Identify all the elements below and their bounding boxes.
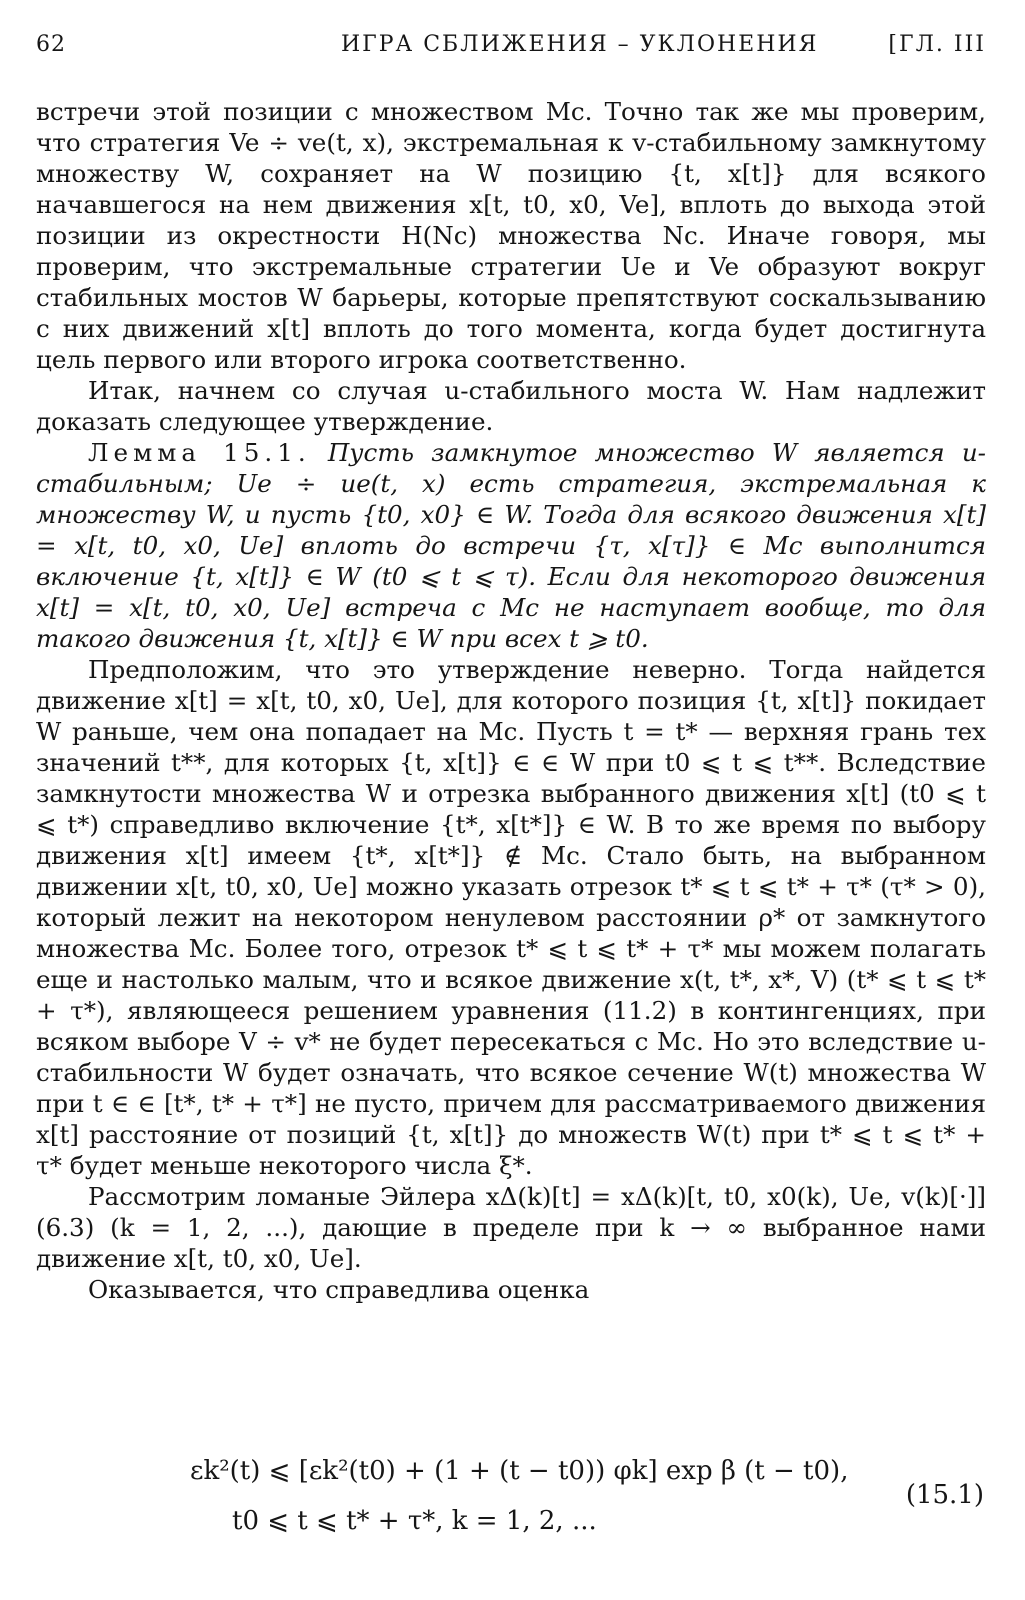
lemma-paragraph (36, 437, 986, 654)
estimate-intro: Оказывается, что справедлива оценка (88, 1275, 590, 1304)
proof-paragraph: Предположим, что это утверждение неверно. Тогда найдется движение x[t] = x[t, t0, x0, Ue], для которого позиция {t, x[t]} покидает W раньше, чем она попадает на Mc. Пусть t = t* — верхняя грань тех значений t**, для которых {t, x[t]} ∈ ∈ W при t0 ⩽ t ⩽ t**. Вследствие замкнутости множества W и отрезка выбранного движения x[t] (t0 ⩽ t ⩽ t*) справедливо включение {t*, x[t*]} ∈ W. В то же время по выбору движения x[t] имеем {t*, x[t*]} ∉ Mc. Стало быть, на выбранном движении x[t, t0, x0, Ue] можно указать отрезок t* ⩽ t ⩽ t* + τ* (τ* > 0), который лежит на некотором ненулевом расстоянии ρ* от замкнутого множества Mc. Более того, отрезок t* ⩽ t ⩽ t* + τ* мы можем полагать еще и настолько малым, что и всякое движение x(t, t*, x*, V) (t* ⩽ t ⩽ t* + τ*), являющееся решением уравнения (11.2) в контингенциях, при всяком выборе V ÷ v* не будет пересекаться с Mc. Но это вследствие u-стабильности W будет означать, что всякое сечение W(t) множества W при t ∈ ∈ [t*, t* + τ*] не пусто, причем для рассматриваемого движения x[t] расстояние от позиций {t, x[t]} до множеств W(t) при t* ⩽ t ⩽ t* + τ* будет меньше некоторого числа ξ*. (36, 655, 986, 1180)
lemma-statement: Пусть замкнутое множество W является u-стабильным; Ue ÷ ue(t, x) есть стратегия, экстремальная к множеству W, и пусть {t0, x0} ∈ W. Тогда для всякого движения x[t] = x[t, t0, x0, Ue] вплоть до встречи {τ, x[τ]} ∈ Mc выполнится включение {t, x[t]} ∈ W (t0 ⩽ t ⩽ τ). Если для некоторого движения x[t] = x[t, t0, x0, Ue] встреча с Mc не наступает вообще, то для такого движения {t, x[t]} ∈ W при всех t ⩾ t0. (36, 438, 986, 653)
paragraph-continued: встречи этой позиции с множеством Mc. Точно так же мы проверим, что стратегия Ve ÷ ve(t, x), экстремальная к v-стабильному замкнутому множеству W, сохраняет на W позицию {t, x[t]} для всякого начавшегося на нем движения x[t, t0, x0, Ve], вплоть до выхода этой позиции из окрестности H(Nc) множества Nc. Иначе говоря, мы проверим, что экстремальные стратегии Ue и Ve образуют вокруг стабильных мостов W барьеры, которые препятствуют соскальзыванию с них движений x[t] вплоть до того момента, когда будет достигнута цель первого или второго игрока соответственно. (36, 97, 986, 374)
formula-line-2: t0 ⩽ t ⩽ t* + τ*, k = 1, 2, ... (232, 1506, 597, 1536)
page-number: 62 (36, 32, 66, 57)
paragraph-intro: Итак, начнем со случая u-стабильного моста W. Нам надлежит доказать следующее утверждение. (36, 376, 986, 436)
chapter-label: [ГЛ. III (888, 32, 986, 57)
page-body (36, 96, 986, 1305)
running-title: ИГРА СБЛИЖЕНИЯ – УКЛОНЕНИЯ (341, 32, 819, 57)
euler-paragraph: Рассмотрим ломаные Эйлера xΔ(k)[t] = xΔ(k)[t, t0, x0(k), Ue, v(k)[·]] (6.3) (k = 1, 2, ...), дающие в пределе при k → ∞ выбранное нами движение x[t, t0, x0, Ue]. (36, 1182, 986, 1273)
lemma-label: Лемма 15.1. (88, 438, 311, 467)
equation-number: (15.1) (905, 1480, 984, 1510)
display-formula (170, 1456, 986, 1556)
formula-line-1: εk²(t) ⩽ [εk²(t0) + (1 + (t − t0)) φk] exp β (t − t0), (190, 1456, 849, 1486)
page-header (36, 32, 986, 62)
